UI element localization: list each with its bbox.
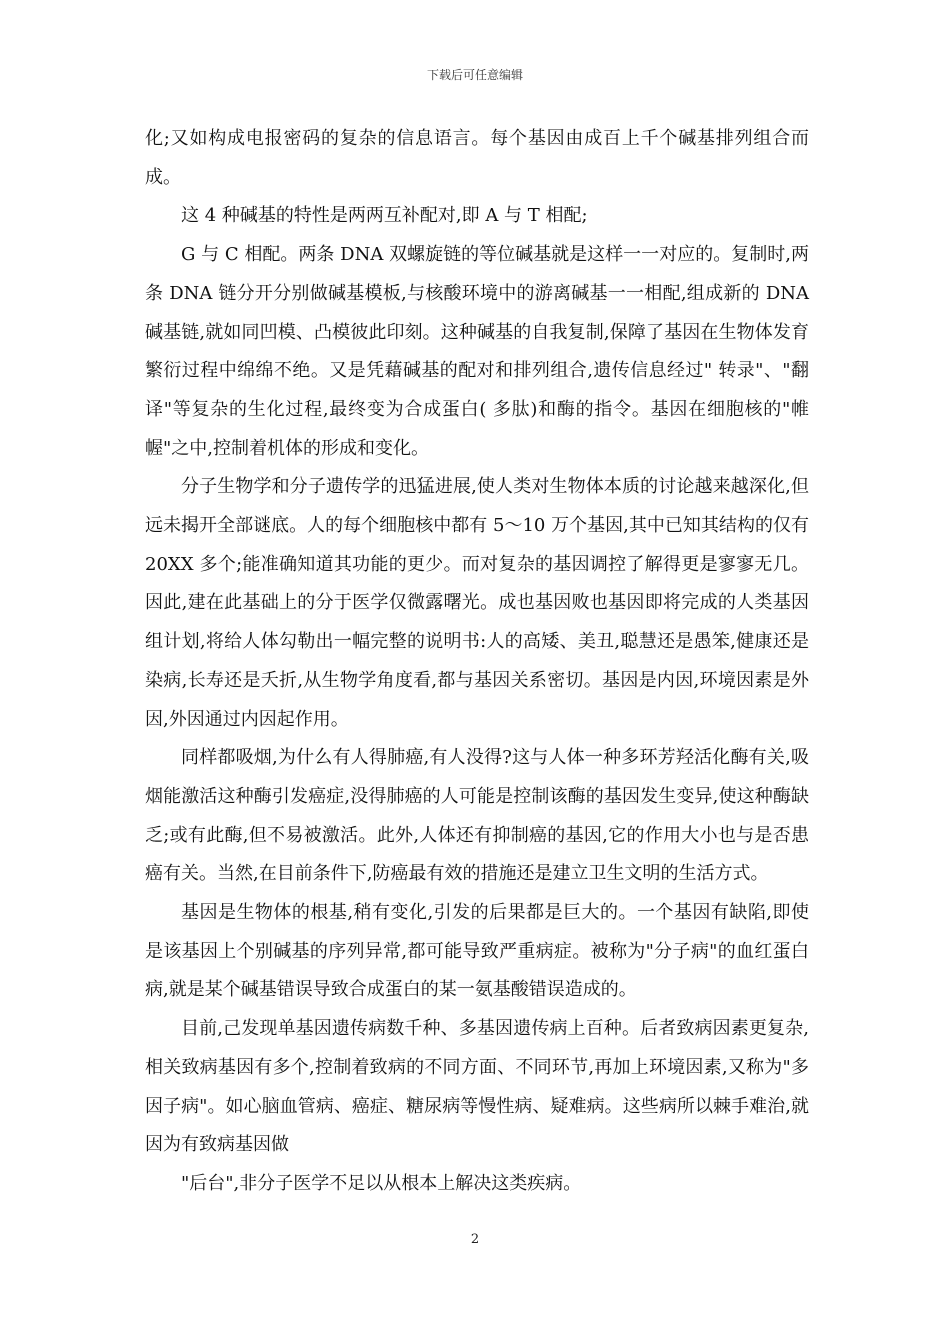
body-text [145, 120, 809, 1204]
paragraph-7: 目前,己发现单基因遗传病数千种、多基因遗传病上百种。后者致病因素更复杂,相关致病基因有多个,控制着致病的不同方面、不同环节,再加上环境因素,又称为"多因子病"。如心脑血管病、癌症、糖尿病等慢性病、疑难病。这些病所以棘手难治,就因为有致病基因做 [145, 1018, 809, 1156]
paragraph-6: 基因是生物体的根基,稍有变化,引发的后果都是巨大的。一个基因有缺陷,即使是该基因上个别碱基的序列异常,都可能导致严重病症。被称为"分子病"的血红蛋白病,就是某个碱基错误导致合成蛋白的某一氨基酸错误造成的。 [145, 902, 809, 1001]
paragraph-2: 这 4 种碱基的特性是两两互补配对,即 A 与 T 相配; [181, 205, 588, 227]
page-header: 下载后可任意编辑 [426, 68, 523, 82]
paragraph-3: G 与 C 相配。两条 DNA 双螺旋链的等位碱基就是这样一一对应的。复制时,两条 DNA 链分开分别做碱基模板,与核酸环境中的游离碱基一一相配,组成新的 DNA 碱基链,就如同凹模、凸模彼此印刻。这种碱基的自我复制,保障了基因在生物体发育繁衍过程中绵绵不绝。又是凭藉碱基的配对和排列组合,遗传信息经过" 转录"、"翻译"等复杂的生化过程,最终变为合成蛋白( 多肽)和酶的指令。基因在细胞核的"帷幄"之中,控制着机体的形成和变化。 [145, 244, 809, 459]
page-number: 2 [470, 1232, 480, 1247]
paragraph-4: 分子生物学和分子遗传学的迅猛进展,使人类对生物体本质的讨论越来越深化,但远未揭开全部谜底。人的每个细胞核中都有 5～10 万个基因,其中已知其结构的仅有 20XX 多个;能准确知道其功能的更少。而对复杂的基因调控了解得更是寥寥无几。因此,建在此基础上的分于医学仅微露曙光。成也基因败也基因即将完成的人类基因组计划,将给人体勾勒出一幅完整的说明书:人的高矮、美丑,聪慧还是愚笨,健康还是染病,长寿还是夭折,从生物学角度看,都与基因关系密切。基因是内因,环境因素是外因,外因通过内因起作用。 [145, 476, 809, 730]
paragraph-8: "后台",非分子医学不足以从根本上解决这类疾病。 [181, 1172, 582, 1194]
paragraph-5: 同样都吸烟,为什么有人得肺癌,有人没得?这与人体一种多环芳羟活化酶有关,吸烟能激活这种酶引发癌症,没得肺癌的人可能是控制该酶的基因发生变异,使这种酶缺乏;或有此酶,但不易被激活。此外,人体还有抑制癌的基因,它的作用大小也与是否患癌有关。当然,在目前条件下,防癌最有效的措施还是建立卫生文明的生活方式。 [145, 747, 809, 885]
paragraph-1: 化;又如构成电报密码的复杂的信息语言。每个基因由成百上千个碱基排列组合而成。 [145, 128, 809, 188]
